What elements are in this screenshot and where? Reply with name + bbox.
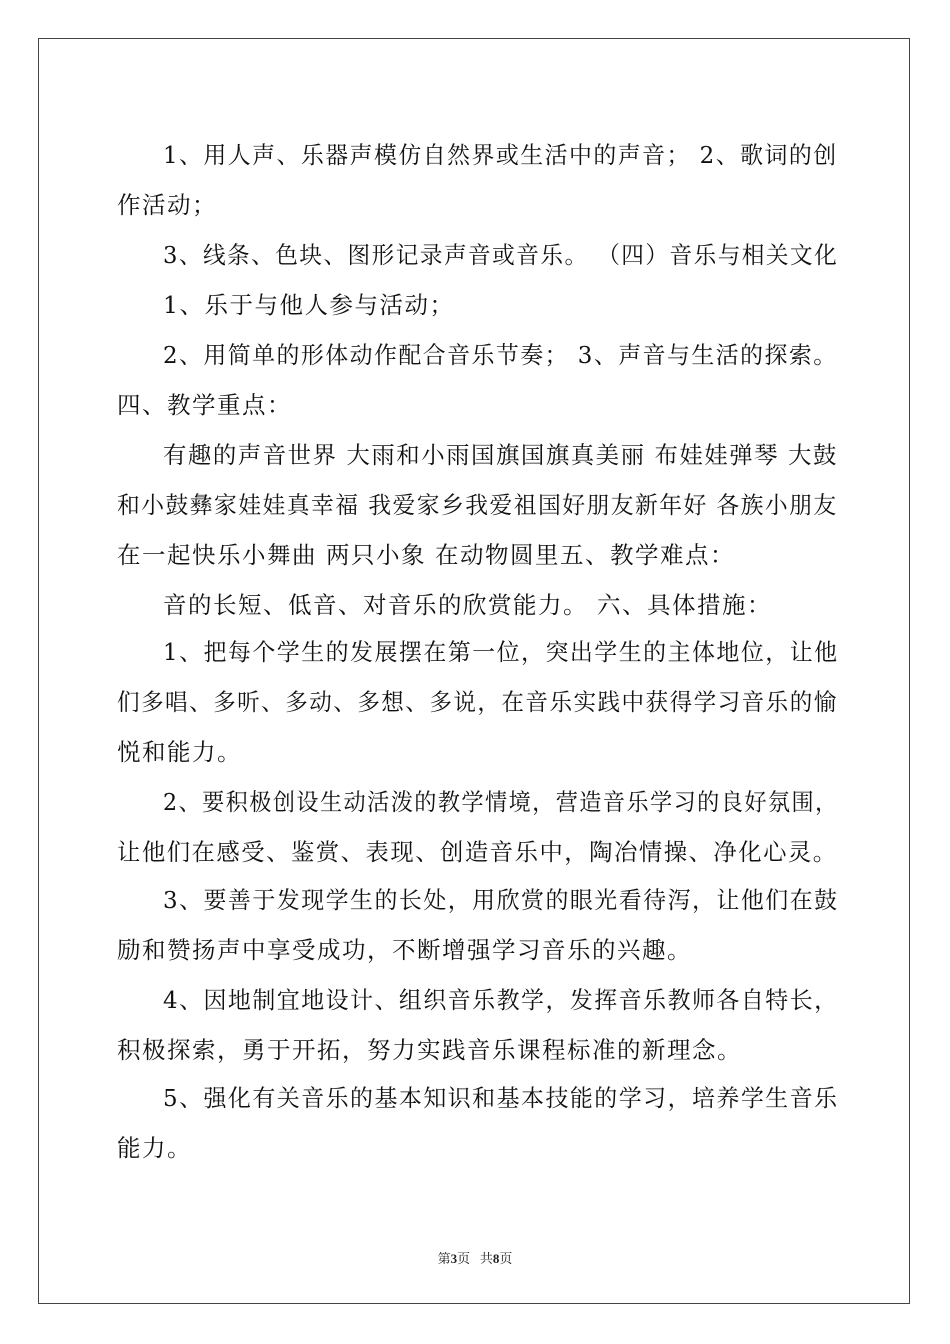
text-line: 悦和能力。 xyxy=(117,738,242,766)
text-line: 作活动； xyxy=(117,191,217,219)
text-line: 1、把每个学生的发展摆在第一位，突出学生的主体地位，让他 xyxy=(163,638,839,666)
text-line: 在一起快乐小舞曲 两只小象 在动物圆里五、教学难点： xyxy=(117,541,735,569)
text-line: 3、线条、色块、图形记录声音或音乐。 （四）音乐与相关文化 xyxy=(163,241,839,269)
page-border xyxy=(38,38,910,1304)
total-page-number: 8 xyxy=(492,1251,500,1266)
text-line: 和小鼓彝家娃娃真幸福 我爱家乡我爱祖国好朋友新年好 各族小朋友 xyxy=(117,491,838,519)
text-line: 4、因地制宜地设计、组织音乐教学，发挥音乐教师各自特长， xyxy=(163,986,839,1014)
text-line: 励和赞扬声中享受成功，不断增强学习音乐的兴趣。 xyxy=(117,936,692,964)
text-line: 5、强化有关音乐的基本知识和基本技能的学习，培养学生音乐 xyxy=(163,1084,839,1112)
total-prefix: 共 xyxy=(479,1251,493,1266)
text-line: 积极探索，勇于开拓，努力实践音乐课程标准的新理念。 xyxy=(117,1036,742,1064)
page-footer xyxy=(0,1248,950,1267)
text-line: 3、要善于发现学生的长处，用欣赏的眼光看待泻，让他们在鼓 xyxy=(163,886,839,914)
text-line: 2、用简单的形体动作配合音乐节奏； 3、声音与生活的探索。 xyxy=(163,341,838,369)
text-line: 2、要积极创设生动活泼的教学情境，营造音乐学习的良好氛围， xyxy=(163,788,839,816)
text-line: 们多唱、多听、多动、多想、多说，在音乐实践中获得学习音乐的愉 xyxy=(117,688,838,716)
text-line: 1、用人声、乐器声模仿自然界或生活中的声音； 2、歌词的创 xyxy=(163,141,838,169)
page-prefix: 第 xyxy=(437,1251,451,1266)
text-line: 让他们在感受、鉴赏、表现、创造音乐中，陶冶情操、净化心灵。 xyxy=(117,838,838,866)
current-page-number: 3 xyxy=(450,1251,458,1266)
text-line: 音的长短、低音、对音乐的欣赏能力。 六、具体措施： xyxy=(163,591,772,619)
section-heading: 四、教学重点： xyxy=(117,391,292,419)
text-line: 有趣的声音世界 大雨和小雨国旗国旗真美丽 布娃娃弹琴 大鼓 xyxy=(163,441,838,469)
text-line: 能力。 xyxy=(117,1134,192,1162)
text-line: 1、乐于与他人参与活动； xyxy=(163,291,455,319)
total-suffix: 页 xyxy=(499,1251,513,1266)
page-suffix: 页 xyxy=(457,1251,471,1266)
